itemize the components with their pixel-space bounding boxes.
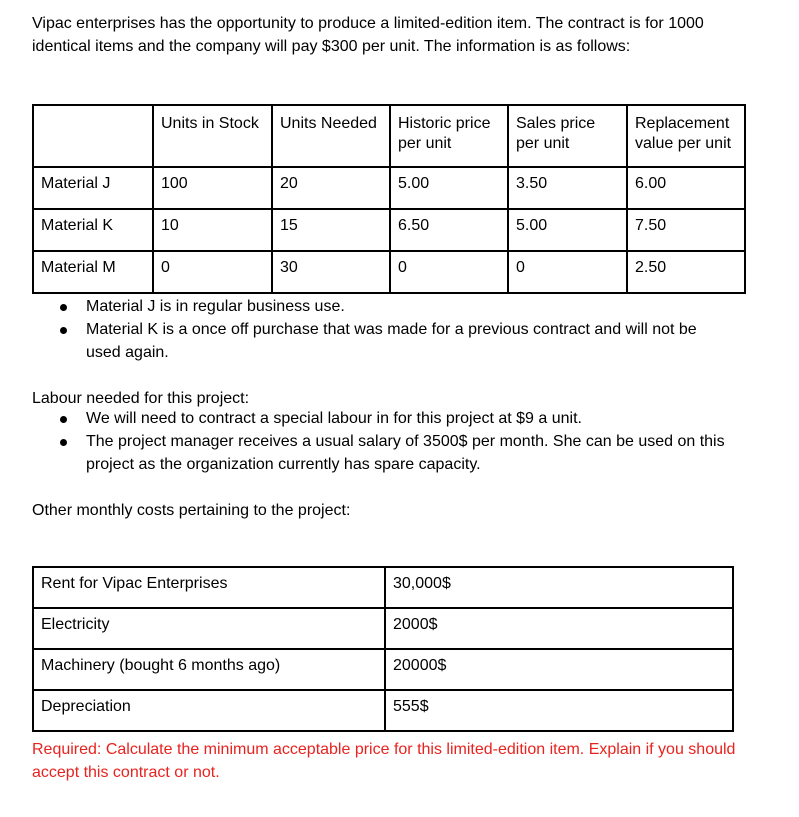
other-costs-heading: Other monthly costs pertaining to the project: — [32, 502, 351, 519]
cost-value-cell: 555$ — [385, 690, 733, 731]
materials-table — [32, 104, 746, 294]
material-notes-list — [32, 295, 732, 364]
table-row — [33, 649, 733, 690]
list-item: The project manager receives a usual salary of 3500$ per month. She can be used on this project as the organization currently has spare capacity. — [32, 430, 732, 476]
table-row — [33, 690, 733, 731]
table-cell: Material M — [33, 251, 153, 293]
table-cell: 6.00 — [627, 167, 745, 209]
intro-paragraph: Vipac enterprises has the opportunity to produce a limited-edition item. The contract is for 1000 identical items and the company will pay $300 per unit. The information is as follows: — [32, 15, 704, 55]
table-row — [33, 167, 745, 209]
cost-label-cell: Machinery (bought 6 months ago) — [33, 649, 385, 690]
cost-value-cell: 2000$ — [385, 608, 733, 649]
table-cell: Material J — [33, 167, 153, 209]
table-cell: 0 — [390, 251, 508, 293]
table-cell: 0 — [153, 251, 272, 293]
header-cell: Historic price per unit — [390, 105, 508, 167]
table-cell: 15 — [272, 209, 390, 251]
list-item: Material K is a once off purchase that was made for a previous contract and will not be used again. — [32, 318, 732, 364]
table-row — [33, 608, 733, 649]
table-cell: 6.50 — [390, 209, 508, 251]
labour-notes-list — [32, 407, 732, 476]
table-cell: 10 — [153, 209, 272, 251]
table-cell: 30 — [272, 251, 390, 293]
table-cell: Material K — [33, 209, 153, 251]
table-cell: 2.50 — [627, 251, 745, 293]
table-row — [33, 251, 745, 293]
cost-label-cell: Electricity — [33, 608, 385, 649]
table-cell: 100 — [153, 167, 272, 209]
required-instruction: Required: Calculate the minimum acceptable price for this limited-edition item. Explain if you should accept this contract or not. — [32, 741, 736, 781]
table-cell: 3.50 — [508, 167, 627, 209]
cost-value-cell: 30,000$ — [385, 567, 733, 608]
header-cell: Units in Stock — [153, 105, 272, 167]
labour-heading: Labour needed for this project: — [32, 390, 250, 407]
cost-label-cell: Rent for Vipac Enterprises — [33, 567, 385, 608]
table-header-row — [33, 105, 745, 167]
cost-label-cell: Depreciation — [33, 690, 385, 731]
cost-value-cell: 20000$ — [385, 649, 733, 690]
other-costs-table — [32, 566, 734, 732]
list-item: Material J is in regular business use. — [32, 295, 732, 318]
table-row — [33, 209, 745, 251]
list-item: We will need to contract a special labour in for this project at $9 a unit. — [32, 407, 732, 430]
table-cell: 5.00 — [508, 209, 627, 251]
header-cell: Units Needed — [272, 105, 390, 167]
table-cell: 5.00 — [390, 167, 508, 209]
table-cell: 7.50 — [627, 209, 745, 251]
header-cell: Sales price per unit — [508, 105, 627, 167]
header-cell — [33, 105, 153, 167]
table-cell: 20 — [272, 167, 390, 209]
table-row — [33, 567, 733, 608]
table-cell: 0 — [508, 251, 627, 293]
header-cell: Replacement value per unit — [627, 105, 745, 167]
